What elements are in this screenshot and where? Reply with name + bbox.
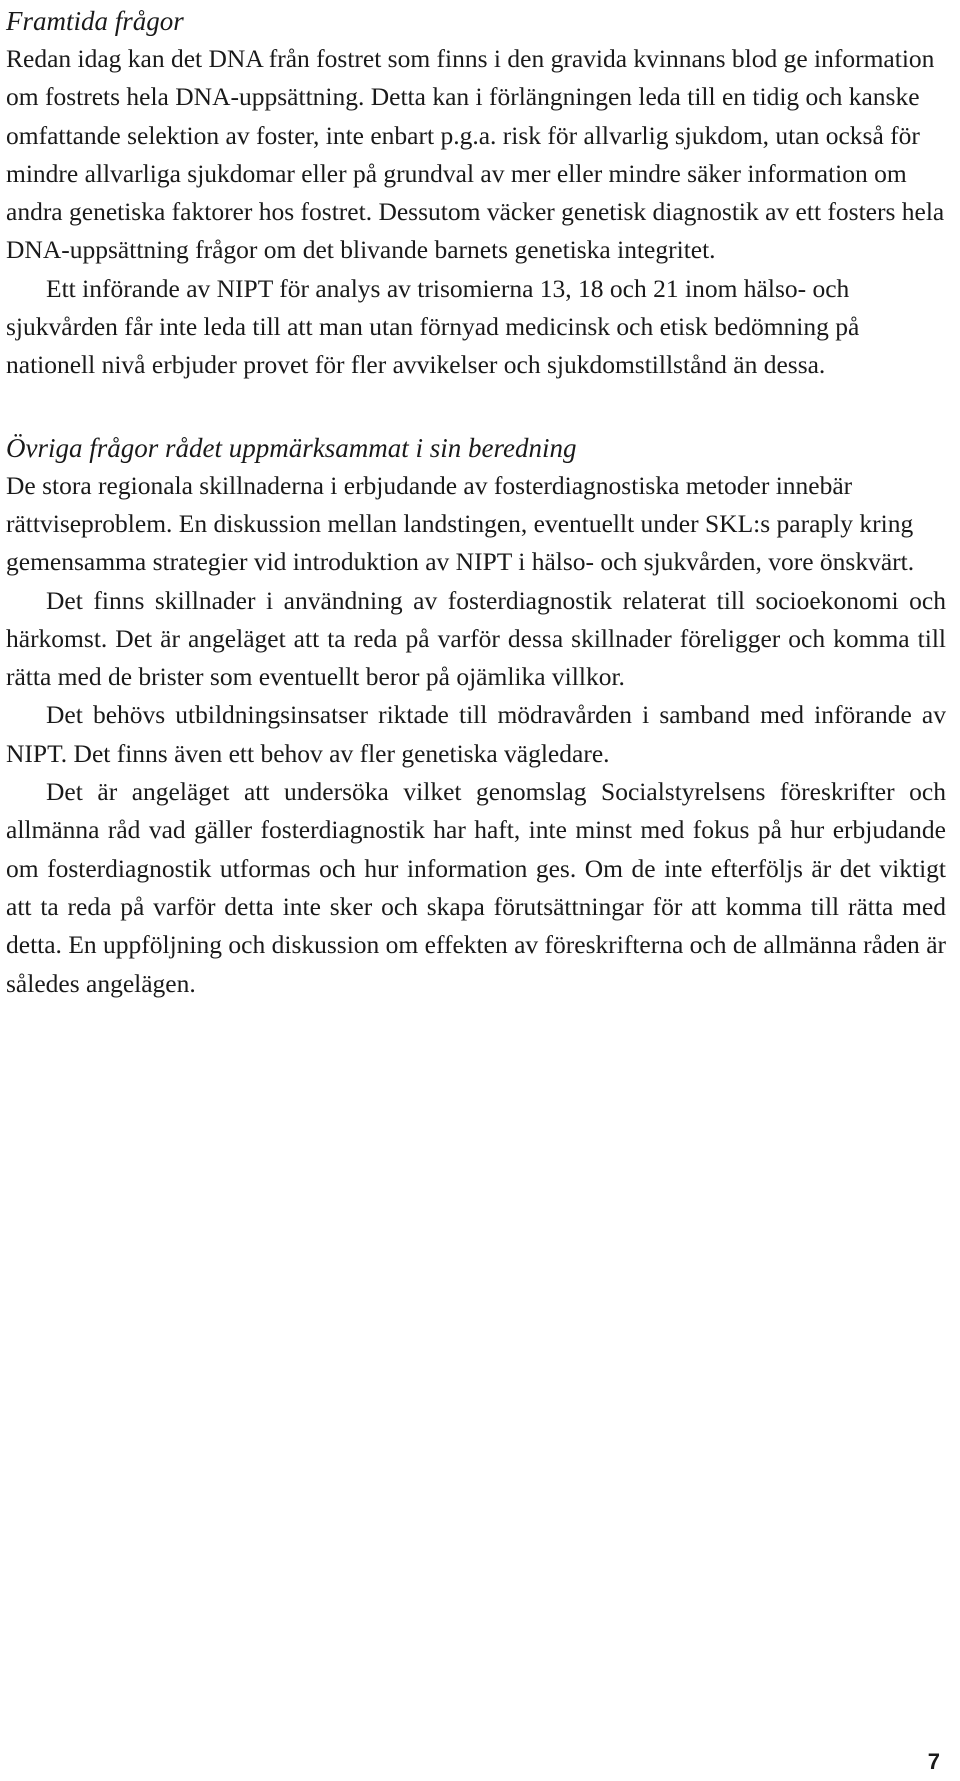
section-heading-future-questions: Framtida frågor bbox=[6, 6, 184, 36]
paragraph-regional-differences: De stora regionala skillnaderna i erbjudande av fosterdiagnostiska metoder innebär rättviseproblem. En diskussion mellan landstingen, eventuellt under SKL:s paraply kring gemensamma strategier vid introduktion av NIPT i hälso- och sjukvården, vore önskvärt. bbox=[6, 470, 915, 577]
section-heading-other-questions: Övriga frågor rådet uppmärksammat i sin beredning bbox=[6, 432, 577, 463]
paragraph-education-efforts: Det behövs utbildningsinsatser riktade till mödravården i samband med införande av NIPT. Det finns även ett behov av fler genetiska vägledare. bbox=[6, 700, 946, 768]
page-number: 7 bbox=[927, 1749, 940, 1774]
paragraph-nipt-introduction: Ett införande av NIPT för analys av trisomierna 13, 18 och 21 inom hälso- och sjukvården får inte leda till att man utan förnyad medicinsk och etisk bedömning på nationell nivå erbjuder provet för fler avvikelser och sjukdomstillstånd än dessa. bbox=[6, 273, 860, 380]
paragraph-dna-information: Redan idag kan det DNA från fostret som finns i den gravida kvinnans blod ge information om fostrets hela DNA-uppsättning. Detta kan i förlängningen leda till en tidig och kanske omfattande selektion av foster, inte enbart p.g.a. risk för allvarlig sjukdom, utan också för mindre allvarliga sjukdomar eller på grundval av mer eller mindre säker information om andra genetiska faktorer hos fostret. Dessutom väcker genetisk diagnostik av ett fosters hela DNA-uppsättning frågor om det blivande barnets genetiska integritet. bbox=[6, 44, 945, 265]
paragraph-regulation-followup: Det är angeläget att undersöka vilket genomslag Socialstyrelsens föreskrifter och allmänna råd vad gäller fosterdiagnostik har haft, inte minst med fokus på hur erbjudande om fosterdiagnostik utformas och hur information ges. Om de inte efterföljs är det viktigt att ta reda på varför detta inte sker och skapa förutsättningar för att komma till rätta med detta. En uppföljning och diskussion om effekten av föreskrifterna och de allmänna råden är således angelägen. bbox=[6, 777, 946, 998]
document-page bbox=[6, 0, 946, 1003]
paragraph-socioeconomic-differences: Det finns skillnader i användning av fosterdiagnostik relaterat till socioekonomi och härkomst. Det är angeläget att ta reda på varför dessa skillnader föreligger och komma till rätta med de brister som eventuellt beror på ojämlika villkor. bbox=[6, 585, 946, 692]
